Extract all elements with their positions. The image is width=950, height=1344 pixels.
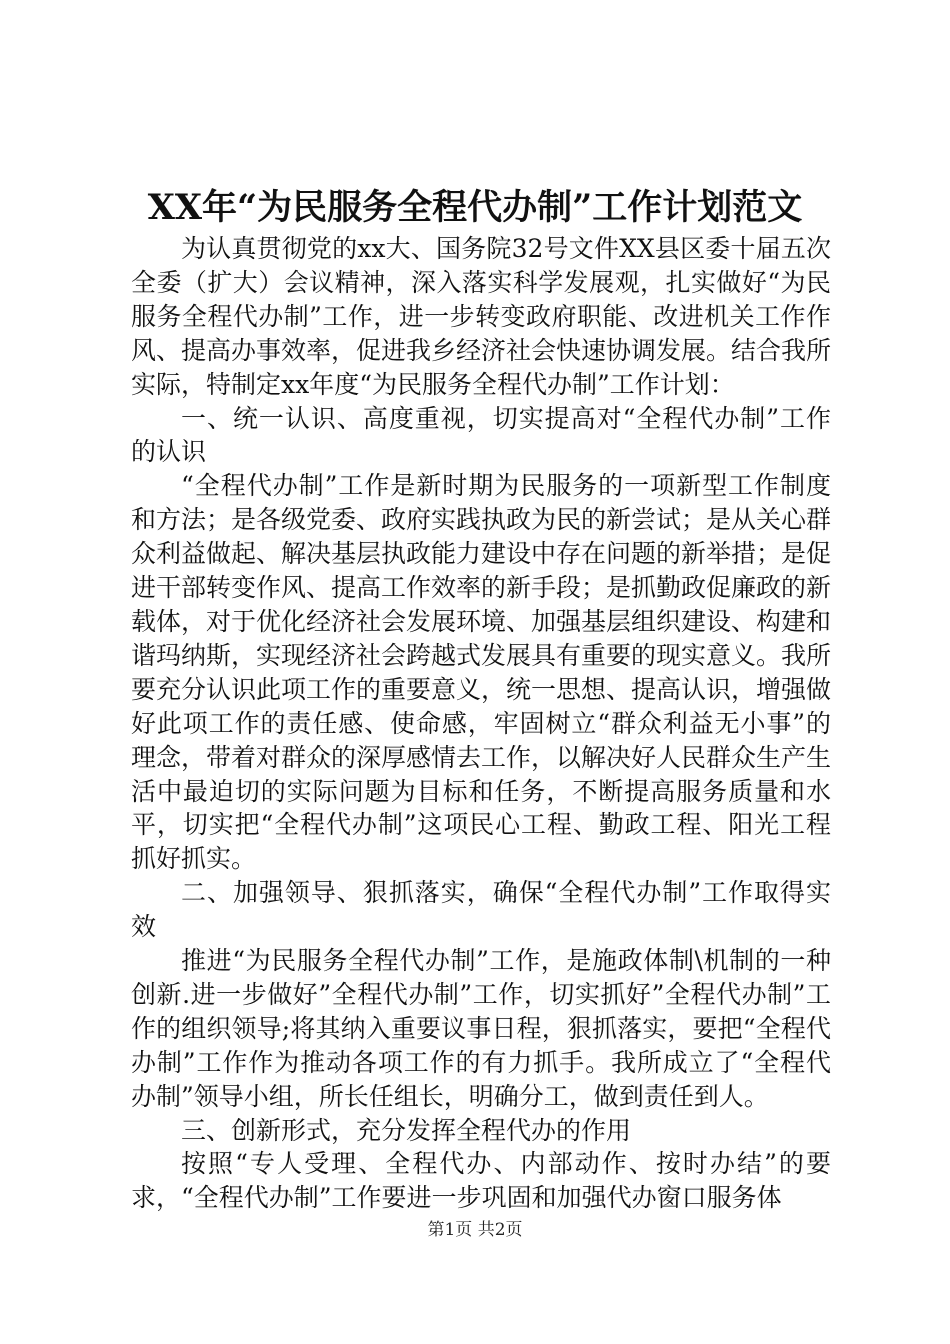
paragraph-intro: 为认真贯彻党的xx大、国务院32号文件XX县区委十届五次全委（扩大）会议精神，深入落实科学发展观，扎实做好“为民服务全程代办制”工作，进一步转变政府职能、改进机关工作作风、提高办事效率，促进我乡经济社会快速协调发展。结合我所实际，特制定xx年度“为民服务全程代办制”工作计划： — [131, 234, 832, 399]
paragraph-section-1: “全程代办制”工作是新时期为民服务的一项新型工作制度和方法；是各级党委、政府实践执政为民的新尝试；是从关心群众利益做起、解决基层执政能力建设中存在问题的新举措；是促进干部转变作风、提高工作效率的新手段；是抓勤政促廉政的新载体，对于优化经济社会发展环境、加强基层组织建设、构建和谐玛纳斯，实现经济社会跨越式发展具有重要的现实意义。我所要充分认识此项工作的重要意义，统一思想、提高认识，增强做好此项工作的责任感、使命感，牢固树立“群众利益无小事”的理念，带着对群众的深厚感情去工作，以解决好人民群众生产生活中最迫切的实际问题为目标和任务，不断提高服务质量和水平，切实把“全程代办制”这项民心工程、勤政工程、阳光工程抓好抓实。 — [131, 471, 832, 874]
document-body — [131, 232, 831, 1215]
section-heading-3: 三、创新形式，充分发挥全程代办的作用 — [181, 1115, 632, 1145]
section-heading-2: 二、加强领导、狠抓落实，确保“全程代办制”工作取得实效 — [131, 878, 831, 942]
paragraph-section-3: 按照“专人受理、全程代办、内部动作、按时办结”的要求，“全程代办制”工作要进一步巩固和加强代办窗口服务体 — [131, 1149, 831, 1213]
page-footer: 第1页 共2页 — [427, 1220, 523, 1240]
document-title: XX年“为民服务全程代办制”工作计划范文 — [147, 187, 803, 228]
paragraph-section-2: 推进“为民服务全程代办制”工作，是施政体制\机制的一种创新.进一步做好”全程代办制”工作，切实抓好”全程代办制”工作的组织领导;将其纳入重要议事日程，狠抓落实，要把“全程代办制”工作作为推动各项工作的有力抓手。我所成立了“全程代办制”领导小组，所长任组长，明确分工，做到责任到人。 — [131, 946, 831, 1111]
section-heading-1: 一、统一认识、高度重视，切实提高对“全程代办制”工作的认识 — [131, 403, 831, 467]
